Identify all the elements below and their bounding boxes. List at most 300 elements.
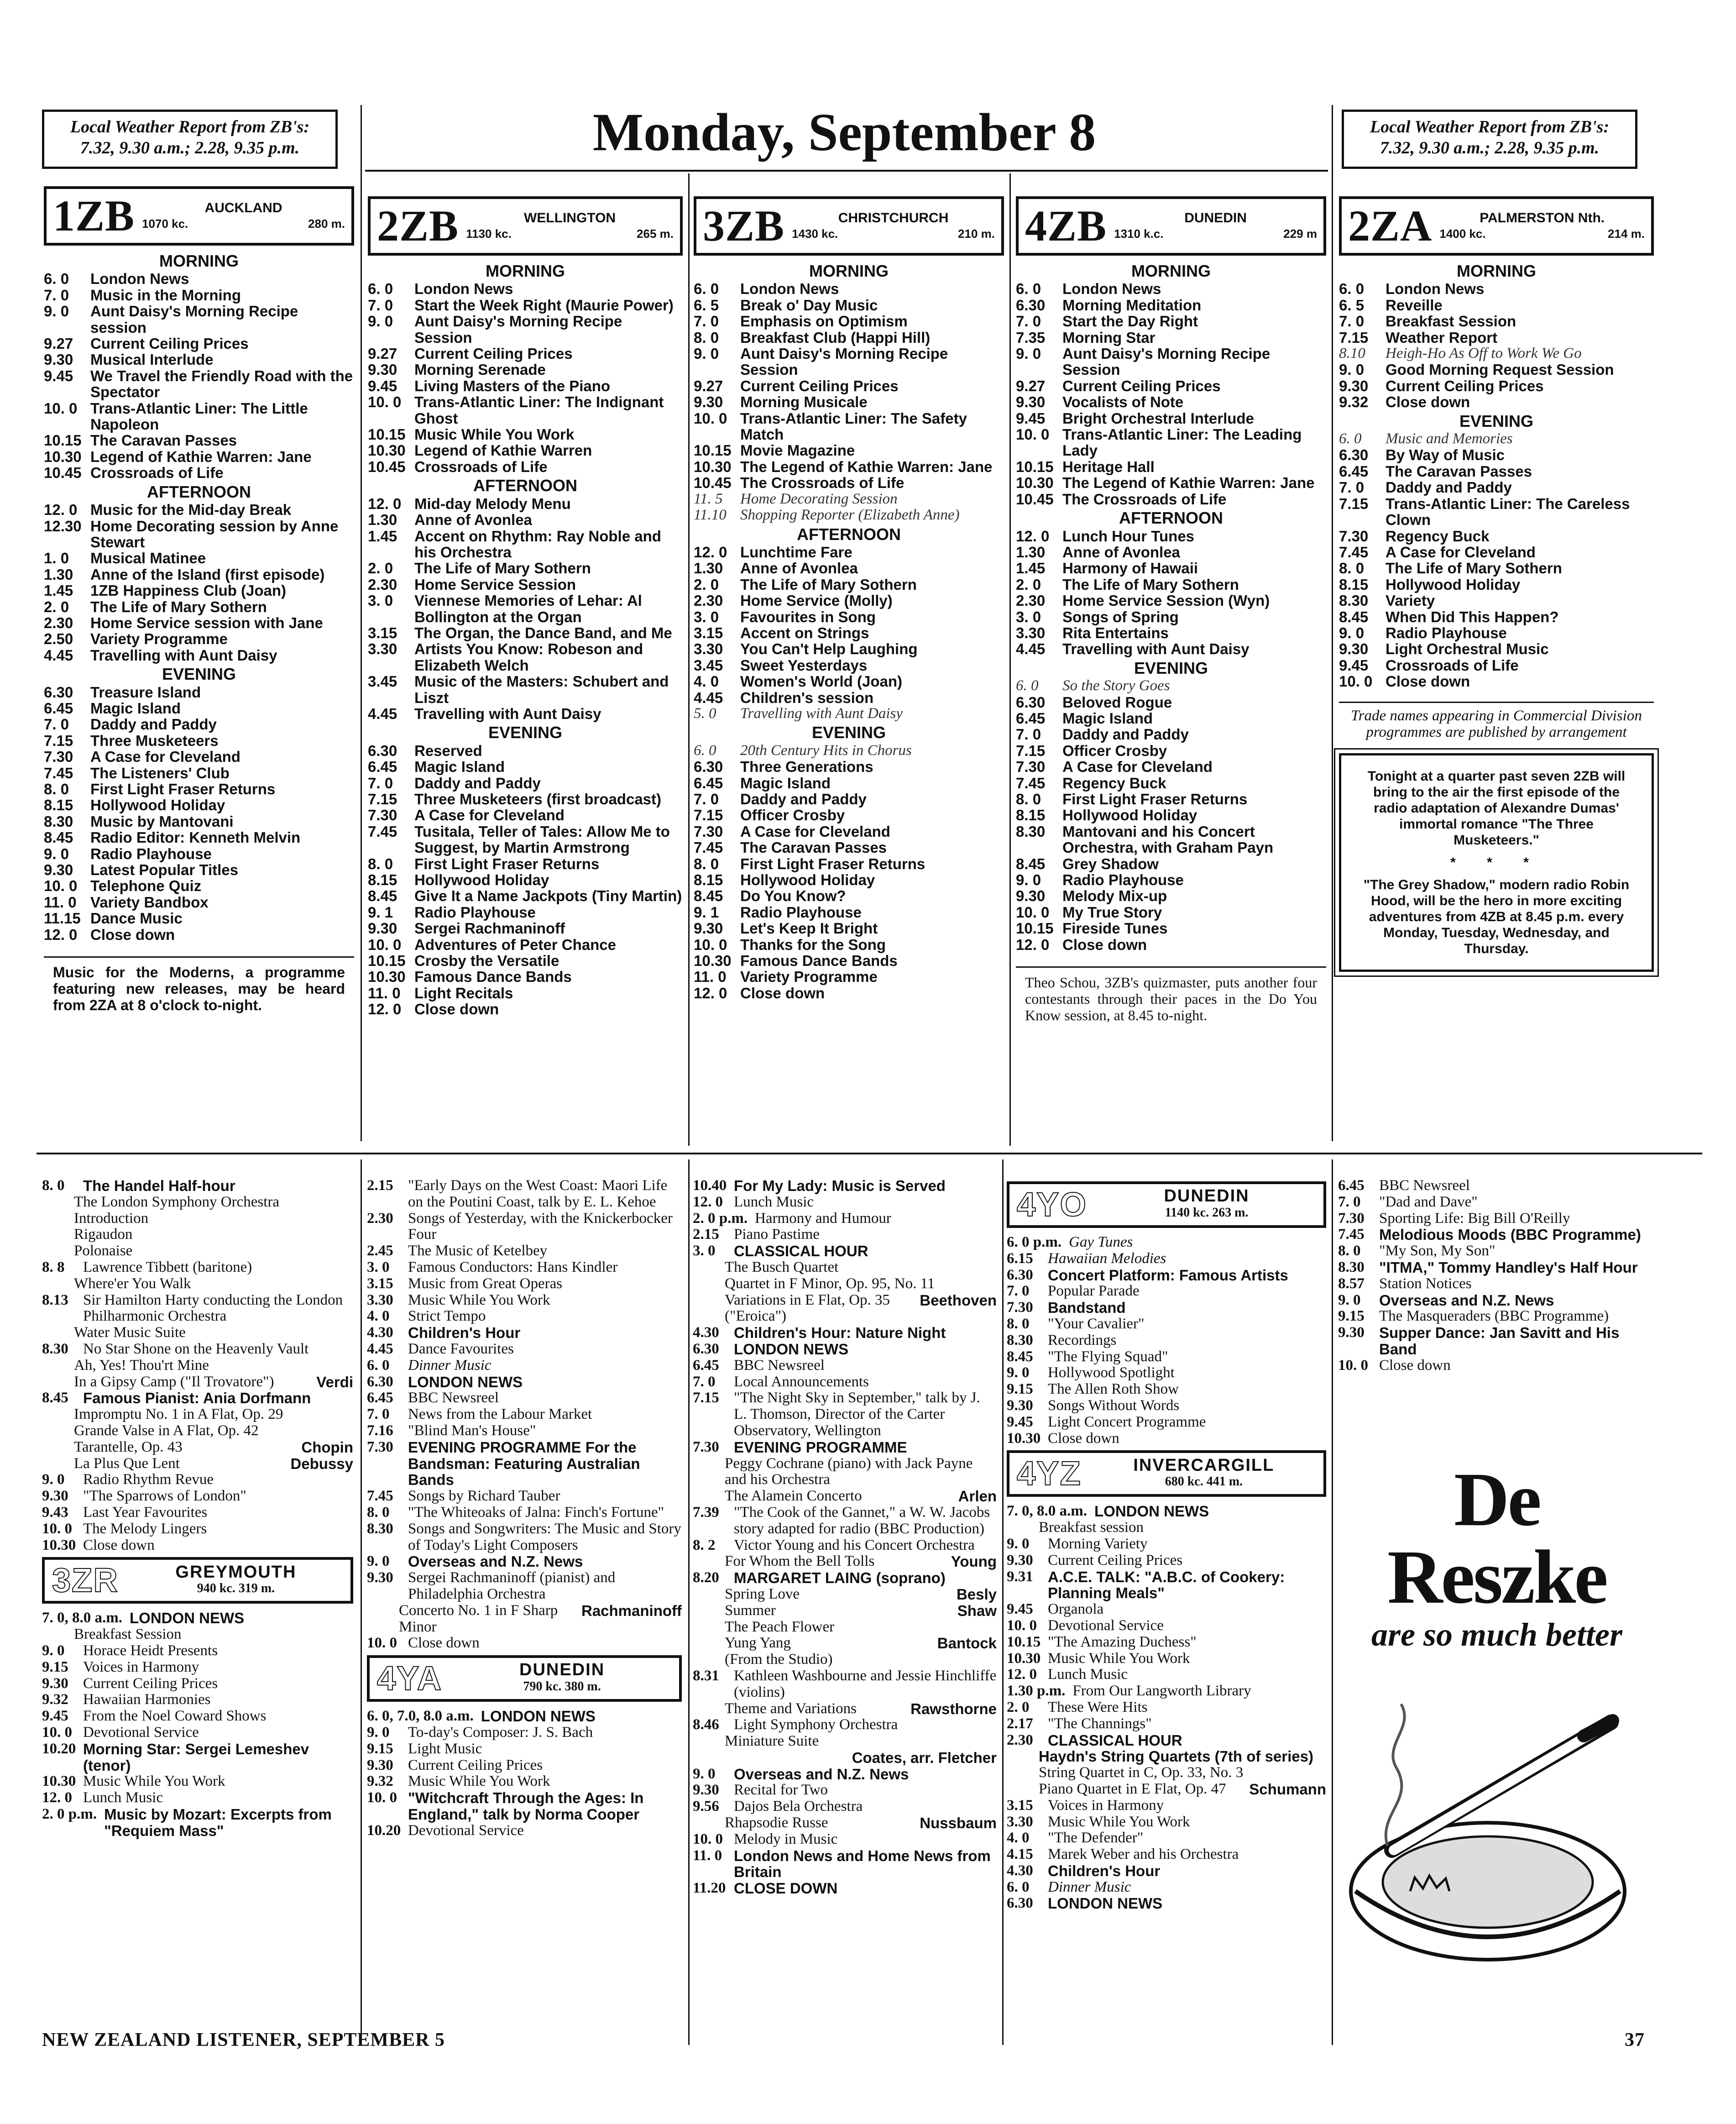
programme-time: 2. 0 xyxy=(1016,576,1041,593)
programme-title: Music While You Work xyxy=(83,1773,225,1790)
programme-title: Accent on Strings xyxy=(740,624,869,641)
programme-title: Dance Music xyxy=(90,910,183,927)
programme-title: Current Ceiling Prices xyxy=(1048,1552,1183,1568)
programme-item xyxy=(368,313,683,346)
programme-time: 10.15 xyxy=(1016,920,1054,937)
programme-time: 7.45 xyxy=(44,764,73,781)
programme-title: Aunt Daisy's Morning Recipe Session xyxy=(414,313,622,346)
programme-detail xyxy=(42,1374,353,1390)
programme-time: 7.45 xyxy=(1339,543,1369,561)
programme-detail xyxy=(42,1227,353,1243)
programme-title: Home Service session with Jane xyxy=(90,614,323,631)
programme-item xyxy=(1016,609,1326,625)
programme-item xyxy=(42,1505,353,1521)
programme-title: Morning Musicale xyxy=(740,393,868,411)
detail-text: Polonaise xyxy=(74,1243,133,1259)
detail-text: Rhapsodie Russe xyxy=(725,1815,828,1831)
programme-item xyxy=(44,894,354,910)
programme-time: 7.30 xyxy=(694,823,723,840)
programme-item xyxy=(693,1668,997,1701)
programme-item xyxy=(367,1635,682,1652)
programme-time: 2. 0 xyxy=(368,560,393,577)
programme-title: MARGARET LAING (soprano) xyxy=(734,1569,946,1587)
weather-report-left xyxy=(42,110,338,169)
programme-item xyxy=(367,1741,682,1757)
programme-item xyxy=(1339,330,1654,346)
programme-time: 1.30 xyxy=(368,511,397,529)
programme-title: Lunchtime Fare xyxy=(740,543,852,561)
column-rule xyxy=(1332,1159,1333,2045)
programme-item xyxy=(1339,496,1654,528)
detail-text: Tarantelle, Op. 43 xyxy=(74,1438,183,1455)
programme-time: 6.30 xyxy=(44,683,73,701)
programme-item xyxy=(693,1439,997,1456)
programme-list xyxy=(694,263,1004,1001)
programme-time: 3.15 xyxy=(368,624,397,641)
bottom-column-4 xyxy=(1007,1178,1326,1912)
programme-time: 9.30 xyxy=(42,1488,68,1505)
programme-time: 8. 8 xyxy=(42,1259,65,1275)
programme-item xyxy=(1007,1634,1326,1651)
programme-title: Supper Dance: Jan Savitt and His Band xyxy=(1379,1324,1620,1358)
programme-time: 12. 0 xyxy=(1016,936,1050,953)
programme-title: The Life of Mary Sothern xyxy=(414,560,591,577)
programme-title: Morning Variety xyxy=(1048,1535,1148,1552)
programme-title: Start the Day Right xyxy=(1062,313,1198,330)
programme-title: The Life of Mary Sothern xyxy=(1386,560,1562,577)
programme-item xyxy=(44,615,354,631)
programme-time: 8. 2 xyxy=(693,1537,716,1553)
programme-title: Magic Island xyxy=(1062,709,1153,727)
programme-title: Songs and Songwriters: The Music and Story of Today's Light Composers xyxy=(408,1520,681,1553)
programme-title: Daddy and Paddy xyxy=(1062,726,1189,743)
programme-time: 6.45 xyxy=(367,1390,393,1406)
section-heading: MORNING xyxy=(1131,262,1211,280)
programme-title: Dance Favourites xyxy=(408,1340,514,1357)
programme-title: Travelling with Aunt Daisy xyxy=(1062,640,1250,658)
programme-title: First Light Fraser Returns xyxy=(414,855,600,872)
station-call-sign: 2ZA xyxy=(1348,201,1433,250)
programme-time: 3.30 xyxy=(1016,624,1046,641)
station-header-box xyxy=(1339,196,1654,256)
programme-title: "The Sparrows of London" xyxy=(83,1488,246,1505)
detail-text: Summer xyxy=(725,1602,776,1619)
programme-time: 7. 0 xyxy=(367,1406,390,1423)
programme-title: Artists You Know: Robeson and Elizabeth Welch xyxy=(414,640,643,674)
weather-report-right xyxy=(1342,110,1637,169)
programme-title: Weather Report xyxy=(1386,329,1498,346)
programme-time: 7.30 xyxy=(1338,1210,1365,1227)
programme-time: 12. 0 xyxy=(44,501,78,519)
programme-time: 8.57 xyxy=(1338,1275,1365,1292)
programme-title: Heritage Hall xyxy=(1062,458,1155,475)
programme-title: When Did This Happen? xyxy=(1386,608,1559,625)
programme-time: 9.43 xyxy=(42,1504,68,1521)
programme-time: 10.15 xyxy=(44,432,82,449)
programme-item xyxy=(694,872,1004,888)
programme-title: Horace Heidt Presents xyxy=(83,1642,218,1659)
programme-item xyxy=(694,560,1004,576)
programme-time: 10.45 xyxy=(694,474,732,492)
programme-item xyxy=(1016,775,1326,791)
programme-title: The Allen Roth Show xyxy=(1048,1381,1179,1398)
programme-item xyxy=(693,1848,997,1881)
programme-item xyxy=(1016,872,1326,888)
programme-time: 9.30 xyxy=(1339,640,1369,658)
programme-item xyxy=(368,496,683,512)
programme-time: 12. 0 xyxy=(1007,1666,1037,1683)
programme-title: Current Ceiling Prices xyxy=(83,1675,218,1692)
programme-time: 11. 5 xyxy=(694,490,723,507)
programme-item xyxy=(1339,593,1654,608)
programme-title: Music by Mantovani xyxy=(90,813,234,830)
programme-title: The Life of Mary Sothern xyxy=(740,576,917,593)
detail-text: The Peach Flower xyxy=(725,1618,835,1635)
programme-time: 9.56 xyxy=(693,1798,719,1815)
programme-title: "Early Days on the West Coast: Maori Life on the Poutini Coast, talk by E. L. Kehoe xyxy=(408,1177,668,1210)
programme-time: 9. 0 xyxy=(42,1642,65,1659)
station-logo-yz xyxy=(1007,1450,1326,1497)
programme-item xyxy=(1016,937,1326,953)
programme-time: 7.30 xyxy=(693,1438,719,1455)
title-rule xyxy=(365,170,1328,172)
programme-item xyxy=(1007,1503,1326,1520)
programme-title: The Legend of Kathie Warren: Jane xyxy=(740,458,993,475)
weather-line-2: 7.32, 9.30 a.m.; 2.28, 9.35 p.m. xyxy=(1380,138,1600,157)
programme-time: 7.15 xyxy=(368,791,397,808)
programme-item xyxy=(694,313,1004,329)
programme-detail xyxy=(693,1635,997,1652)
programme-time: 4.45 xyxy=(368,705,397,722)
programme-title: Movie Magazine xyxy=(740,442,855,459)
programme-time: 4.45 xyxy=(1016,640,1046,658)
programme-title: From Our Langworth Library xyxy=(1072,1683,1251,1699)
programme-time: 9.45 xyxy=(368,377,397,394)
programme-title: Radio Editor: Kenneth Melvin xyxy=(90,829,301,846)
section-heading: AFTERNOON xyxy=(797,524,901,544)
programme-time: 3.45 xyxy=(368,673,397,690)
programme-time: 11. 0 xyxy=(44,893,77,911)
programme-title: Devotional Service xyxy=(83,1724,199,1741)
programme-title: Bright Orchestral Interlude xyxy=(1062,409,1254,427)
station-header-box xyxy=(368,196,683,256)
programme-item xyxy=(368,281,683,297)
programme-time: 9.30 xyxy=(367,1757,393,1773)
programme-detail xyxy=(693,1586,997,1603)
programme-title: Music While You Work xyxy=(408,1291,550,1308)
programme-time: 10. 0 xyxy=(694,409,727,427)
section-heading: AFTERNOON xyxy=(1119,509,1223,528)
programme-time: 10. 0 xyxy=(1338,1357,1368,1374)
programme-item xyxy=(367,1259,682,1276)
programme-time: 7.15 xyxy=(1339,329,1369,346)
programme-item xyxy=(368,426,683,442)
programme-item xyxy=(1016,528,1326,544)
programme-item xyxy=(1338,1325,1653,1358)
programme-item xyxy=(693,1799,997,1815)
programme-title: Harmony of Hawaii xyxy=(1062,560,1198,577)
programme-item xyxy=(42,1488,353,1505)
programme-time: 7. 0 xyxy=(368,296,393,314)
detail-text: Piano Quartet in E Flat, Op. 47 xyxy=(1039,1780,1226,1797)
programme-item xyxy=(44,400,354,433)
programme-title: Recital for Two xyxy=(734,1782,828,1799)
programme-time: 10.15 xyxy=(1007,1633,1041,1650)
programme-title: Close down xyxy=(83,1537,155,1553)
station-meta xyxy=(142,200,345,231)
programme-detail xyxy=(693,1815,997,1831)
programme-title: Voices in Harmony xyxy=(1048,1797,1164,1814)
programme-title: BBC Newsreel xyxy=(408,1390,499,1406)
programme-item xyxy=(44,846,354,862)
programme-title: "The Channings" xyxy=(1048,1715,1152,1732)
programme-title: Station Notices xyxy=(1379,1275,1472,1292)
station-header-box xyxy=(1016,196,1326,256)
programme-title: London News xyxy=(414,280,513,298)
programme-item xyxy=(1339,281,1654,297)
programme-time: 7. 0 xyxy=(1016,726,1041,743)
programme-item xyxy=(367,1553,682,1570)
programme-time: 8.30 xyxy=(1016,823,1046,840)
programme-item xyxy=(368,888,683,904)
programme-title: Close down xyxy=(408,1635,480,1652)
programme-title: Treasure Island xyxy=(90,683,201,701)
programme-time: 1.30 xyxy=(44,566,73,583)
programme-time: 12. 0 xyxy=(1016,527,1050,545)
programme-time: 4.45 xyxy=(367,1340,393,1357)
programme-title: Close down xyxy=(1386,393,1470,411)
programme-item xyxy=(42,1521,353,1537)
station-frequency xyxy=(466,226,674,241)
programme-item xyxy=(694,281,1004,297)
programme-item xyxy=(367,1823,682,1839)
programme-title: Breakfast Club (Happi Hill) xyxy=(740,329,931,346)
programme-item xyxy=(367,1570,682,1603)
programme-title: Regency Buck xyxy=(1386,527,1490,545)
detail-text: The Alamein Concerto xyxy=(725,1488,862,1505)
programme-item xyxy=(1016,577,1326,593)
programme-detail xyxy=(42,1276,353,1292)
detail-text: Rigaudon xyxy=(74,1226,133,1243)
programme-time: 6.30 xyxy=(1007,1266,1033,1283)
programme-title: Breakfast Session xyxy=(1386,313,1516,330)
programme-item xyxy=(44,502,354,518)
programme-title: Hollywood Spotlight xyxy=(1048,1364,1175,1381)
programme-title: Variety Programme xyxy=(90,630,228,648)
programme-item xyxy=(368,953,683,969)
programme-item xyxy=(1007,1830,1326,1846)
programme-time: 10. 0 xyxy=(368,393,402,411)
programme-time: 6.15 xyxy=(1007,1250,1033,1267)
programme-item xyxy=(44,550,354,566)
programme-time: 8.15 xyxy=(44,797,73,814)
programme-item xyxy=(1339,378,1654,394)
programme-item xyxy=(1339,362,1654,378)
programme-item xyxy=(1339,560,1654,576)
programme-item xyxy=(368,807,683,823)
programme-title: Fireside Tunes xyxy=(1062,920,1168,937)
weather-line-1: Local Weather Report from ZB's: xyxy=(1370,117,1610,136)
programme-title: Heigh-Ho As Off to Work We Go xyxy=(1386,345,1582,362)
programme-title: Close down xyxy=(1062,936,1147,953)
programme-title: Music While You Work xyxy=(408,1773,550,1790)
programme-title: The Caravan Passes xyxy=(90,432,237,449)
programme-time: 3.45 xyxy=(694,656,723,674)
composer: Rachmaninoff xyxy=(581,1602,682,1619)
programme-item xyxy=(368,673,683,706)
programme-item xyxy=(44,749,354,765)
programme-detail xyxy=(367,1603,682,1636)
programme-title: No Star Shone on the Heavenly Vault xyxy=(83,1340,309,1357)
programme-title: Sergei Rachmaninoff xyxy=(414,920,565,937)
programme-title: Children's Hour xyxy=(408,1324,521,1342)
programme-title: "Blind Man's House" xyxy=(408,1422,536,1439)
programme-time: 6.30 xyxy=(367,1373,393,1390)
programme-item xyxy=(1007,1234,1326,1251)
programme-title: From the Noel Coward Shows xyxy=(83,1708,267,1725)
programme-time: 9.31 xyxy=(1007,1568,1033,1585)
programme-time: 7. 0 xyxy=(694,791,719,808)
programme-item xyxy=(42,1676,353,1692)
programme-item xyxy=(1338,1308,1653,1325)
programme-item xyxy=(1016,593,1326,608)
programme-title: "The Defender" xyxy=(1048,1830,1144,1846)
programme-item xyxy=(367,1708,682,1725)
programme-item xyxy=(42,1178,353,1194)
programme-item xyxy=(1016,807,1326,823)
programme-title: Aunt Daisy's Morning Recipe Session xyxy=(1062,345,1271,378)
programme-item xyxy=(42,1790,353,1806)
programme-title: 20th Century Hits in Chorus xyxy=(740,742,912,759)
programme-time: 9.15 xyxy=(1338,1308,1365,1325)
programme-title: Three Musketeers (first broadcast) xyxy=(414,791,662,808)
programme-title: Sweet Yesterdays xyxy=(740,656,868,674)
programme-item xyxy=(1016,426,1326,459)
programme-title: We Travel the Friendly Road with the Spectator xyxy=(90,367,353,401)
detail-text: Ah, Yes! Thou'rt Mine xyxy=(74,1357,209,1374)
programme-item xyxy=(368,904,683,920)
programme-item xyxy=(1007,1316,1326,1332)
programme-title: The Caravan Passes xyxy=(1386,462,1532,480)
programme-time: 2. 0 p.m. xyxy=(42,1805,97,1822)
column-rule xyxy=(1002,1159,1004,2045)
programme-time: 9.30 xyxy=(694,393,723,411)
promo-divider-stars: * * * xyxy=(1450,855,1543,870)
programme-time: 7.30 xyxy=(44,748,73,766)
programme-time: 7. 0 xyxy=(44,716,69,733)
programme-detail xyxy=(42,1423,353,1439)
section-rule xyxy=(37,1153,1702,1154)
section-heading: MORNING xyxy=(159,252,239,270)
programme-detail xyxy=(693,1292,997,1325)
programme-item xyxy=(368,560,683,576)
programme-title: Morning Meditation xyxy=(1062,296,1202,314)
programme-item xyxy=(1007,1618,1326,1634)
programme-time: 8.30 xyxy=(44,813,73,830)
programme-title: Radio Playhouse xyxy=(414,903,536,921)
programme-time: 9. 0 xyxy=(1016,871,1041,889)
programme-title: A Case for Cleveland xyxy=(1062,758,1213,776)
programme-time: 9.30 xyxy=(694,920,723,937)
detail-text: Miniature Suite xyxy=(725,1733,819,1750)
programme-item xyxy=(44,566,354,582)
programme-time: 7. 0 xyxy=(1007,1283,1030,1300)
detail-text: Concerto No. 1 in F Sharp Minor xyxy=(399,1602,558,1635)
programme-time: 3. 0 xyxy=(1016,608,1041,625)
programme-time: 3.30 xyxy=(1007,1813,1033,1830)
programme-title: "The Flying Squad" xyxy=(1048,1348,1168,1365)
programme-item xyxy=(367,1725,682,1741)
programme-item xyxy=(1339,528,1654,544)
programme-item xyxy=(368,528,683,561)
detail-text: Where'er You Walk xyxy=(74,1275,191,1292)
programme-title: Anne of the Island (first episode) xyxy=(90,566,325,583)
programme-title: The Handel Half-hour xyxy=(83,1177,235,1194)
programme-title: Trans-Atlantic Liner: The Safety Match xyxy=(740,409,967,443)
programme-time: 6.45 xyxy=(368,758,397,776)
section-heading: MORNING xyxy=(809,262,889,280)
section-heading: EVENING xyxy=(1134,658,1208,677)
programme-time: 7. 0 xyxy=(1338,1193,1361,1210)
programme-time: 3.30 xyxy=(368,640,397,658)
detail-text: The London Symphony Orchestra xyxy=(74,1193,279,1210)
programme-time: 7.15 xyxy=(694,807,723,824)
programme-title: Home Service (Molly) xyxy=(740,592,893,609)
station-column-2zb xyxy=(368,196,683,1017)
programme-item xyxy=(694,657,1004,673)
programme-title: The Melody Lingers xyxy=(83,1520,207,1537)
programme-item xyxy=(367,1406,682,1423)
station-metres: 229 m xyxy=(1283,227,1317,241)
programme-time: 9.30 xyxy=(1007,1397,1033,1414)
programme-item xyxy=(1339,479,1654,495)
programme-time: 2.15 xyxy=(693,1226,719,1243)
programme-item xyxy=(1339,463,1654,479)
programme-time: 9.30 xyxy=(367,1569,393,1586)
programme-title: My True Story xyxy=(1062,903,1162,921)
programme-title: The Crossroads of Life xyxy=(740,474,905,492)
programme-time: 2.30 xyxy=(1007,1731,1033,1748)
station-column-3zb xyxy=(694,196,1004,1001)
de-reszke-advertisement xyxy=(1337,1457,1657,2027)
programme-title: "The Night Sky in September," talk by J. L. Thomson, Director of the Carter Observatory, Wellington xyxy=(734,1390,980,1439)
programme-title: Hollywood Holiday xyxy=(740,871,875,889)
programme-title: Thanks for the Song xyxy=(740,936,886,953)
programme-time: 6. 0 xyxy=(367,1357,390,1374)
programme-title: Magic Island xyxy=(90,699,181,717)
composer: Rawsthorne xyxy=(910,1700,997,1717)
programme-time: 10.15 xyxy=(694,442,732,459)
programme-title: Current Ceiling Prices xyxy=(1062,377,1221,394)
programme-item xyxy=(694,673,1004,689)
programme-item xyxy=(1339,544,1654,560)
programme-time: 10. 0 xyxy=(693,1830,723,1847)
programme-title: Favourites in Song xyxy=(740,608,876,625)
programme-item xyxy=(694,743,1004,759)
programme-item xyxy=(694,577,1004,593)
programme-time: 12. 0 xyxy=(694,984,727,1002)
programme-title: Magic Island xyxy=(740,774,831,792)
programme-time: 9.30 xyxy=(1016,887,1046,905)
programme-item xyxy=(42,1610,353,1626)
programme-time: 10. 0 xyxy=(367,1635,397,1652)
programme-item xyxy=(694,491,1004,507)
station-meta xyxy=(1114,210,1317,241)
programme-item xyxy=(694,593,1004,608)
programme-item xyxy=(44,927,354,943)
programme-time: 10. 0 xyxy=(1339,673,1373,690)
programme-item xyxy=(693,1194,997,1211)
